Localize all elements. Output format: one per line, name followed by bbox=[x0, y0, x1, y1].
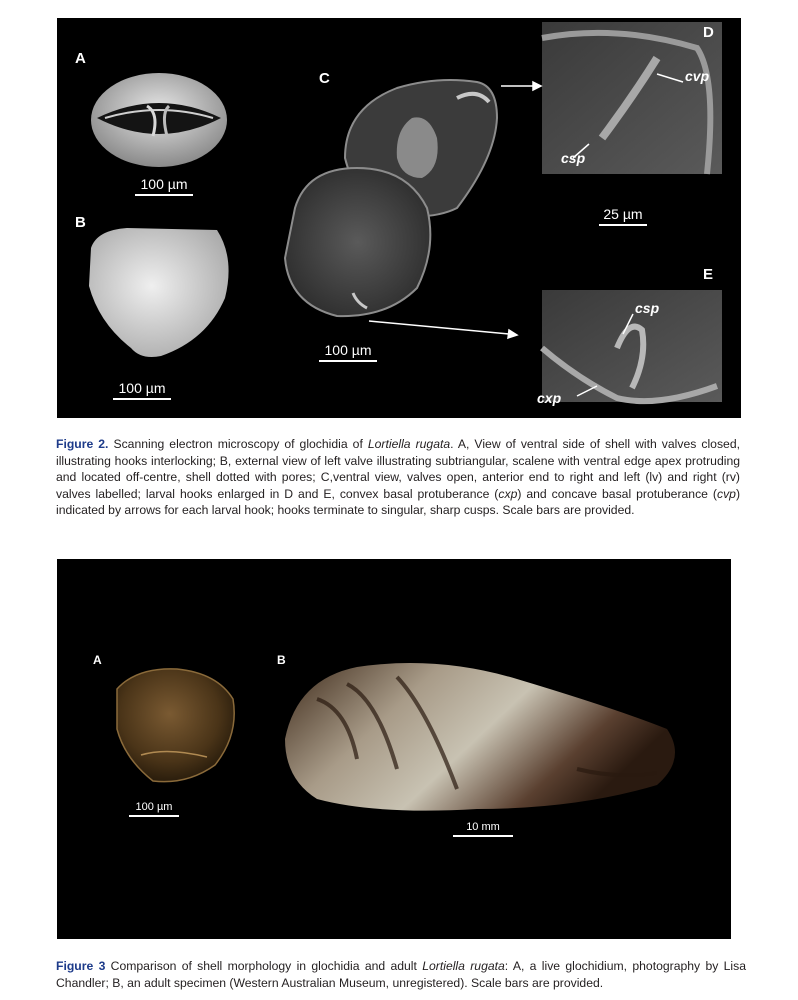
fig3-panel-a-label: A bbox=[93, 653, 102, 667]
scale-bar-a bbox=[135, 176, 193, 196]
scale-bar-a-label: 100 µm bbox=[140, 176, 188, 192]
figure-3-caption bbox=[56, 958, 746, 991]
scale-bar-c-label: 100 µm bbox=[324, 342, 372, 358]
caption-text: . A, View of ventral side of shell with valves closed, illustrating hooks interlocking; B, external view of left valve illustrating subtriangular, scalene with ventral edge apex protruding and located off-centre, shell dotted with pores; C,ventral view, valves open, anterior end to right and left (lv) and right (rv) valves labelled; larval hooks enlarged in D and E, convex basal protuberance ( bbox=[56, 437, 740, 501]
scale-bar-d bbox=[599, 206, 647, 226]
species-name: Lortiella rugata bbox=[367, 437, 451, 451]
panel-c-label: C bbox=[319, 70, 330, 87]
panel-a-live-glochidium bbox=[117, 669, 234, 782]
caption-text: Comparison of shell morphology in glochidia and adult bbox=[105, 959, 423, 973]
csp-annotation-d: csp bbox=[561, 150, 586, 166]
caption-text: Scanning electron microscopy of glochidia of bbox=[108, 437, 368, 451]
fig3-panel-b-label: B bbox=[277, 653, 286, 667]
cxp-term: cxp bbox=[498, 486, 518, 501]
species-name: Lortiella rugata bbox=[422, 959, 505, 973]
panel-e-label: E bbox=[703, 266, 714, 283]
figure-3-image bbox=[57, 559, 731, 939]
figure-2-caption bbox=[56, 436, 740, 519]
figure-2-caption-label: Figure 2. bbox=[56, 437, 109, 451]
figure-3-illustration bbox=[57, 559, 731, 939]
scale-bar-b bbox=[113, 380, 171, 400]
scale-bar-b-label: 100 µm bbox=[118, 380, 166, 396]
caption-text: ) and concave basal protuberance ( bbox=[517, 486, 717, 501]
caption-text: ) indicated by arrows for each larval hook; hooks terminate to singular, sharp cusps. Scale bars are provided. bbox=[56, 486, 740, 517]
fig3-scale-bar-a-label: 100 µm bbox=[135, 801, 173, 813]
csp-annotation-e: csp bbox=[635, 300, 660, 316]
panel-d-label: D bbox=[703, 24, 714, 41]
scale-bar-c bbox=[319, 342, 377, 362]
cxp-annotation: cxp bbox=[537, 390, 562, 406]
panel-e-hook-closeup bbox=[542, 290, 722, 402]
caption-text: : A, a live glochidium, photography by Lisa Chandler; B, an adult specimen (Western Australian Museum, unregistered). Scale bars are provided. bbox=[56, 959, 746, 990]
scale-bar-d-label: 25 µm bbox=[603, 206, 643, 222]
figure-3-caption-label: Figure 3 bbox=[56, 959, 106, 973]
panel-c-open-valves bbox=[285, 80, 497, 316]
fig3-scale-bar-b bbox=[453, 821, 513, 837]
fig3-scale-bar-a bbox=[129, 801, 179, 817]
panel-a-shell bbox=[91, 73, 227, 167]
fig3-scale-bar-b-label: 10 mm bbox=[466, 821, 500, 833]
panel-a-label: A bbox=[75, 50, 86, 67]
cvp-term: cvp bbox=[716, 486, 736, 501]
panel-b-adult-shell bbox=[285, 663, 675, 811]
figure-2-image bbox=[57, 18, 741, 418]
cvp-annotation: cvp bbox=[685, 68, 710, 84]
panel-b-valve bbox=[89, 228, 229, 357]
panel-b-label: B bbox=[75, 214, 86, 231]
